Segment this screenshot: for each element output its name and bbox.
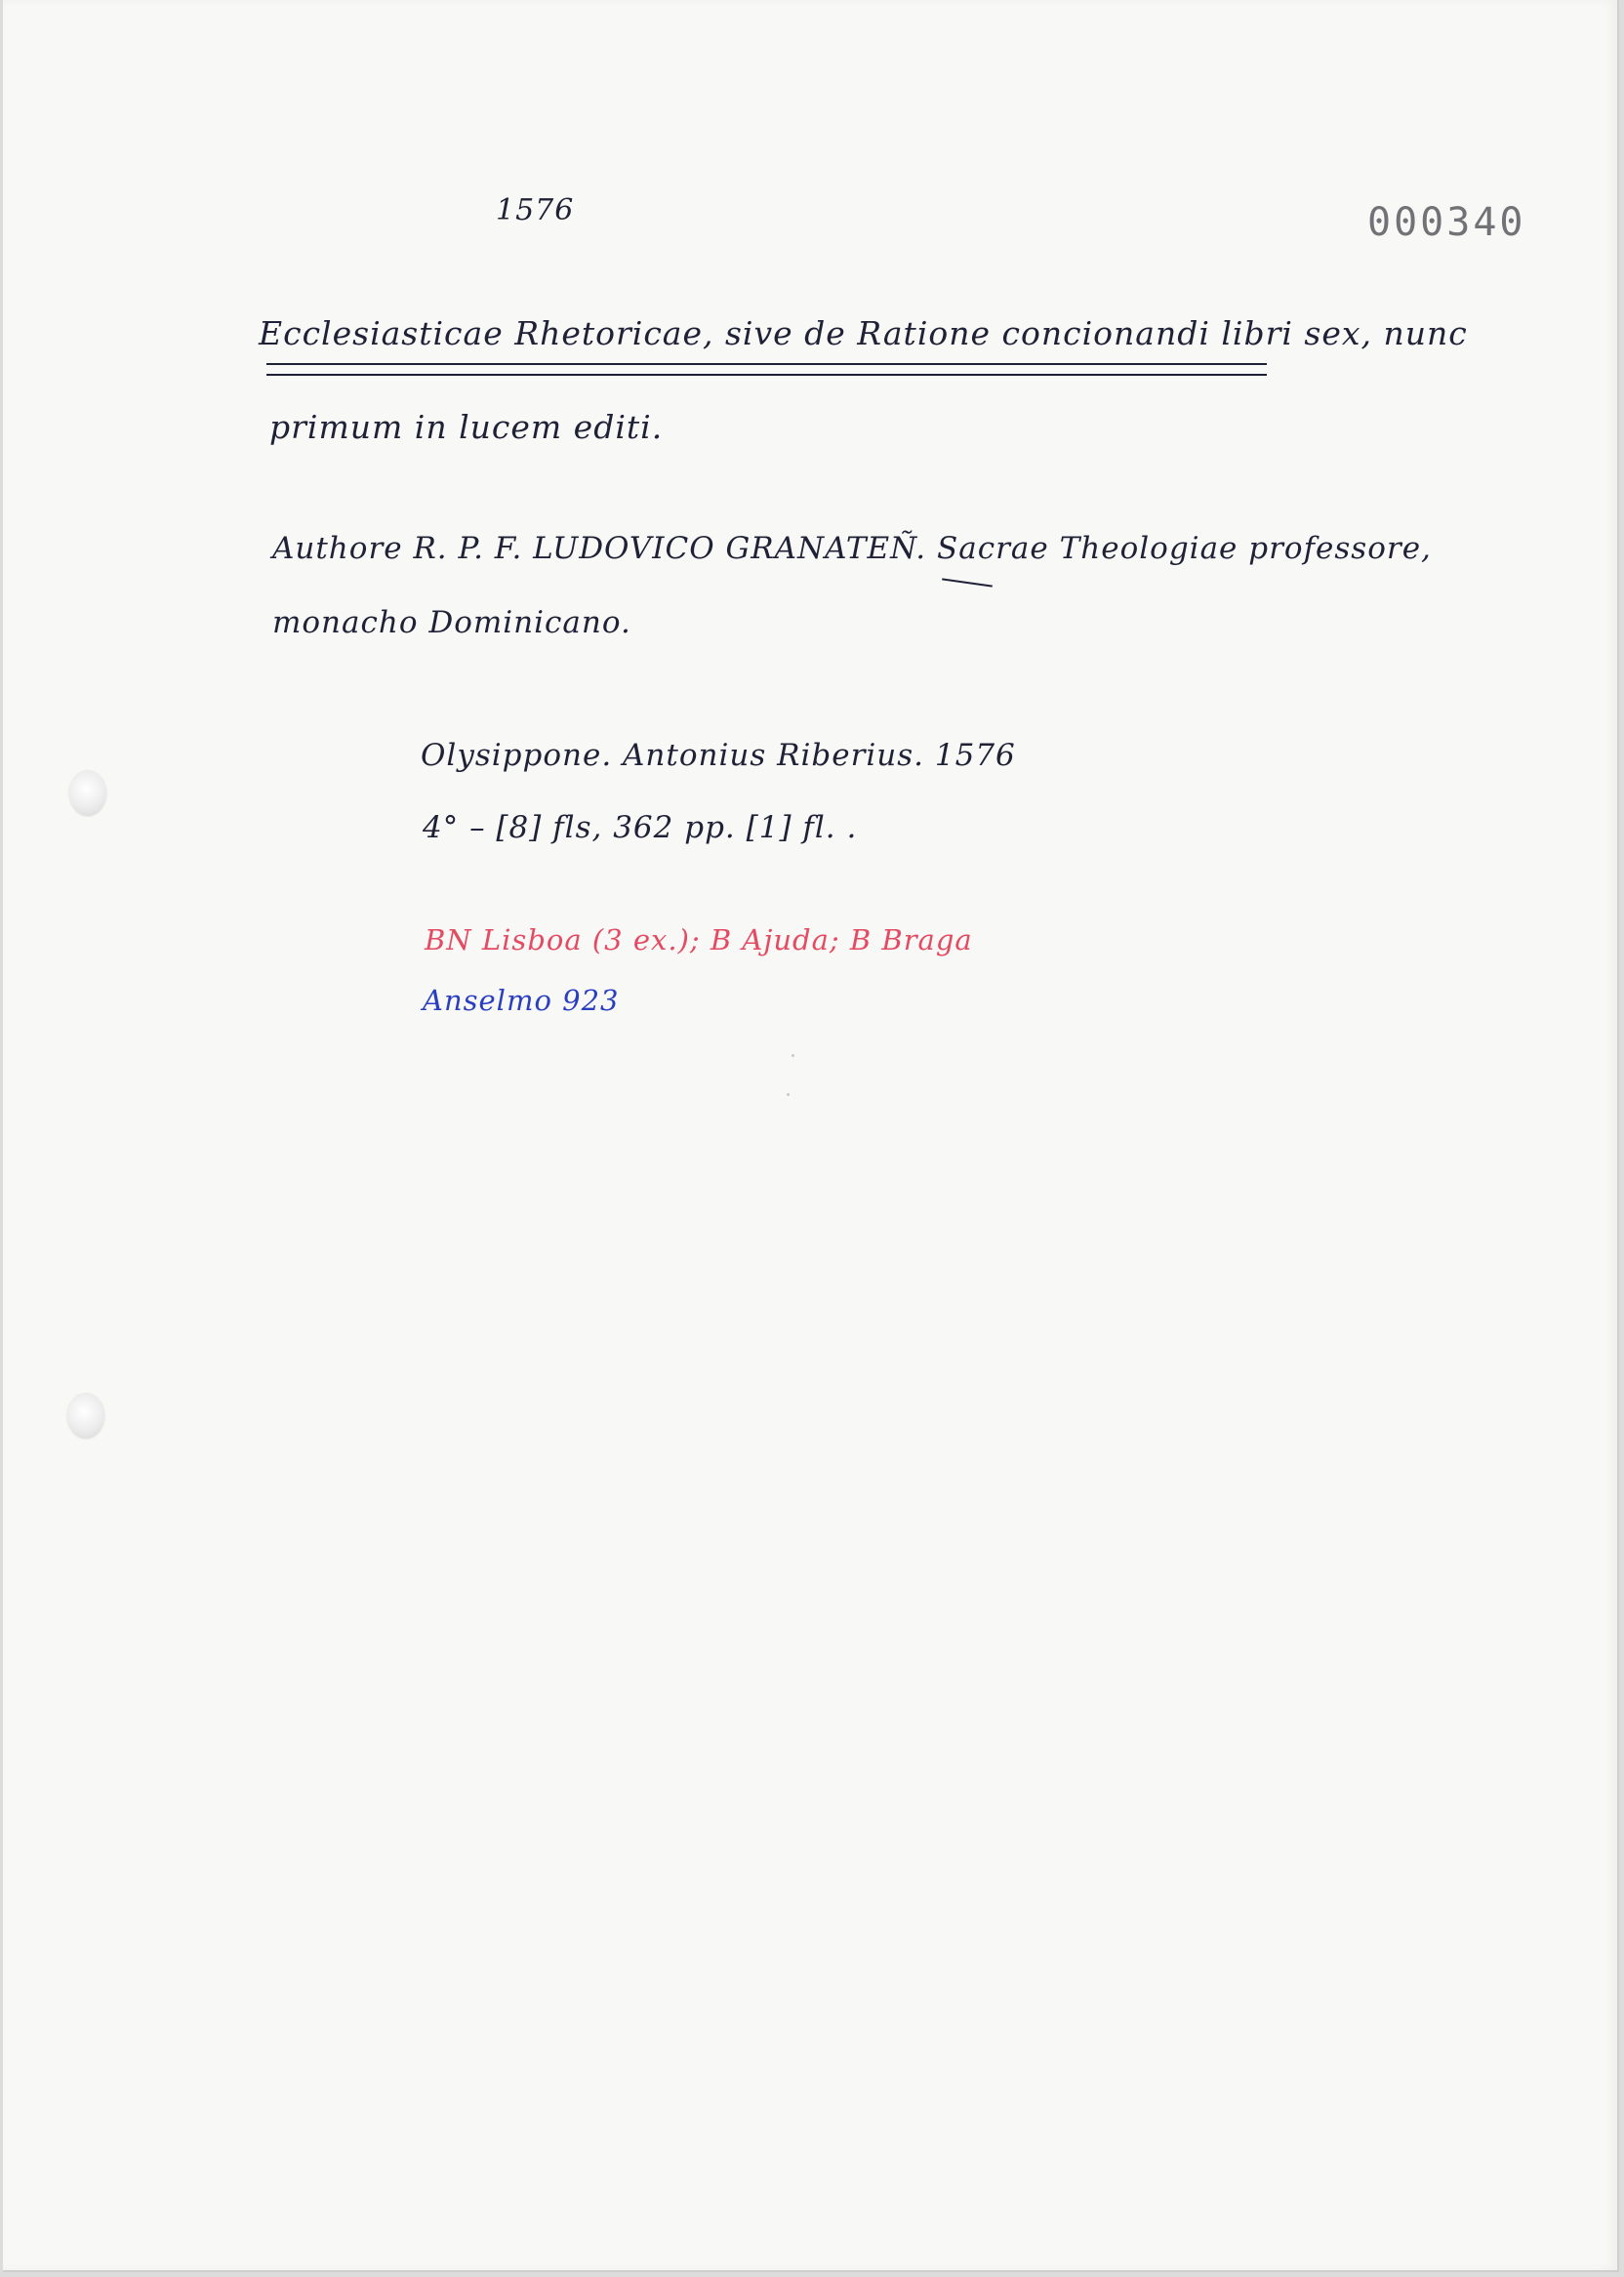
author-abbreviation-mark [942,578,993,587]
title-line-1: Ecclesiasticae Rhetoricae, sive de Ratione concionandi libri sex, nunc [259,314,1468,352]
title-double-underline [266,363,1267,376]
record-number-stamp: 000340 [1367,200,1526,245]
catalog-card [3,0,1619,2272]
author-line-1: Authore R. P. F. LUDOVICO GRANATEÑ. Sacrae Theologiae professore, [272,531,1432,566]
punch-hole-top [69,771,106,816]
imprint-line: Olysippone. Antonius Riberius. 1576 [421,738,1016,773]
holdings-line: BN Lisboa (3 ex.); B Ajuda; B Braga [425,923,973,956]
author-line-2: monacho Dominicano. [272,605,631,640]
paper-speck [792,1054,794,1057]
title-line-2: primum in lucem editi. [269,408,664,446]
paper-speck [787,1093,790,1096]
punch-hole-bottom [67,1394,104,1439]
bibliographic-reference: Anselmo 923 [423,984,620,1017]
collation-line: 4° – [8] fls, 362 pp. [1] fl. . [423,810,858,845]
publication-year: 1576 [496,193,575,227]
